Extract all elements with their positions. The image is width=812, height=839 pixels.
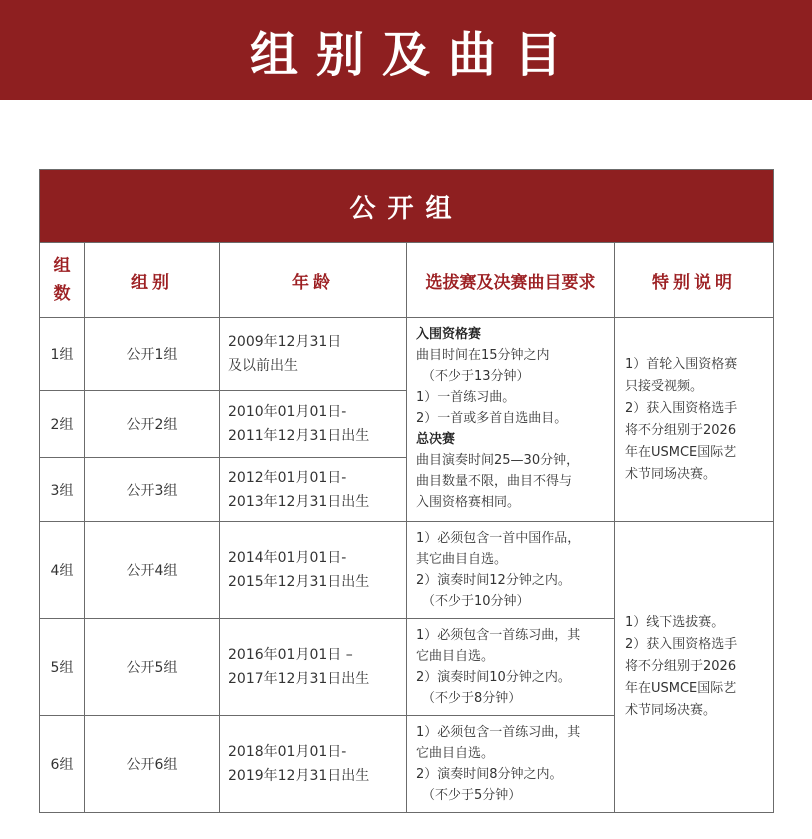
header-num: 组数 <box>40 243 85 318</box>
row-group: 公开1组 <box>85 318 220 391</box>
row-age: 2016年01月01日 – 2017年12月31日出生 <box>220 619 407 716</box>
header-group: 组别 <box>85 243 220 318</box>
row-group: 公开4组 <box>85 522 220 619</box>
row-num: 6组 <box>40 716 85 813</box>
page-title: 组别及曲目 <box>249 26 580 83</box>
row-num: 4组 <box>40 522 85 619</box>
requirements-5: 1）必须包含一首练习曲，其 它曲目自选。 2）演奏时间10分钟之内。 （不少于8分钟） <box>407 619 615 716</box>
row-num: 3组 <box>40 458 85 522</box>
requirements-4: 1）必须包含一首中国作品， 其它曲目自选。 2）演奏时间12分钟之内。 （不少于10分钟） <box>407 522 615 619</box>
header-requirements: 选拔赛及决赛曲目要求 <box>407 243 615 318</box>
row-age: 2018年01月01日- 2019年12月31日出生 <box>220 716 407 813</box>
row-group: 公开2组 <box>85 391 220 458</box>
row-num: 2组 <box>40 391 85 458</box>
row-group: 公开3组 <box>85 458 220 522</box>
table-row <box>40 318 774 391</box>
notes-4-6: 1）线下选拔赛。 2）获入围资格选手 将不分组别于2026 年在USMCE国际艺 术节同场决赛。 <box>615 522 774 813</box>
row-num: 1组 <box>40 318 85 391</box>
competition-table <box>39 169 773 813</box>
row-age: 2010年01月01日- 2011年12月31日出生 <box>220 391 407 458</box>
header-age: 年龄 <box>220 243 407 318</box>
requirements-6: 1）必须包含一首练习曲，其 它曲目自选。 2）演奏时间8分钟之内。 （不少于5分钟） <box>407 716 615 813</box>
title-banner <box>0 0 812 100</box>
requirements-1-3: 入围资格赛 曲目时间在15分钟之内 （不少于13分钟） 1）一首练习曲。 2）一首或多首自选曲目。 总决赛 曲目演奏时间25—30分钟， 曲目数量不限，曲目不得与 入围资格赛相同。 <box>407 318 615 522</box>
row-num: 5组 <box>40 619 85 716</box>
row-group: 公开6组 <box>85 716 220 813</box>
header-notes: 特别说明 <box>615 243 774 318</box>
row-age: 2009年12月31日 及以前出生 <box>220 318 407 391</box>
row-age: 2012年01月01日- 2013年12月31日出生 <box>220 458 407 522</box>
row-group: 公开5组 <box>85 619 220 716</box>
row-age: 2014年01月01日- 2015年12月31日出生 <box>220 522 407 619</box>
table-row <box>40 522 774 619</box>
group-title: 公开组 <box>40 170 774 243</box>
notes-1-3: 1）首轮入围资格赛 只接受视频。 2）获入围资格选手 将不分组别于2026 年在USMCE国际艺 术节同场决赛。 <box>615 318 774 522</box>
